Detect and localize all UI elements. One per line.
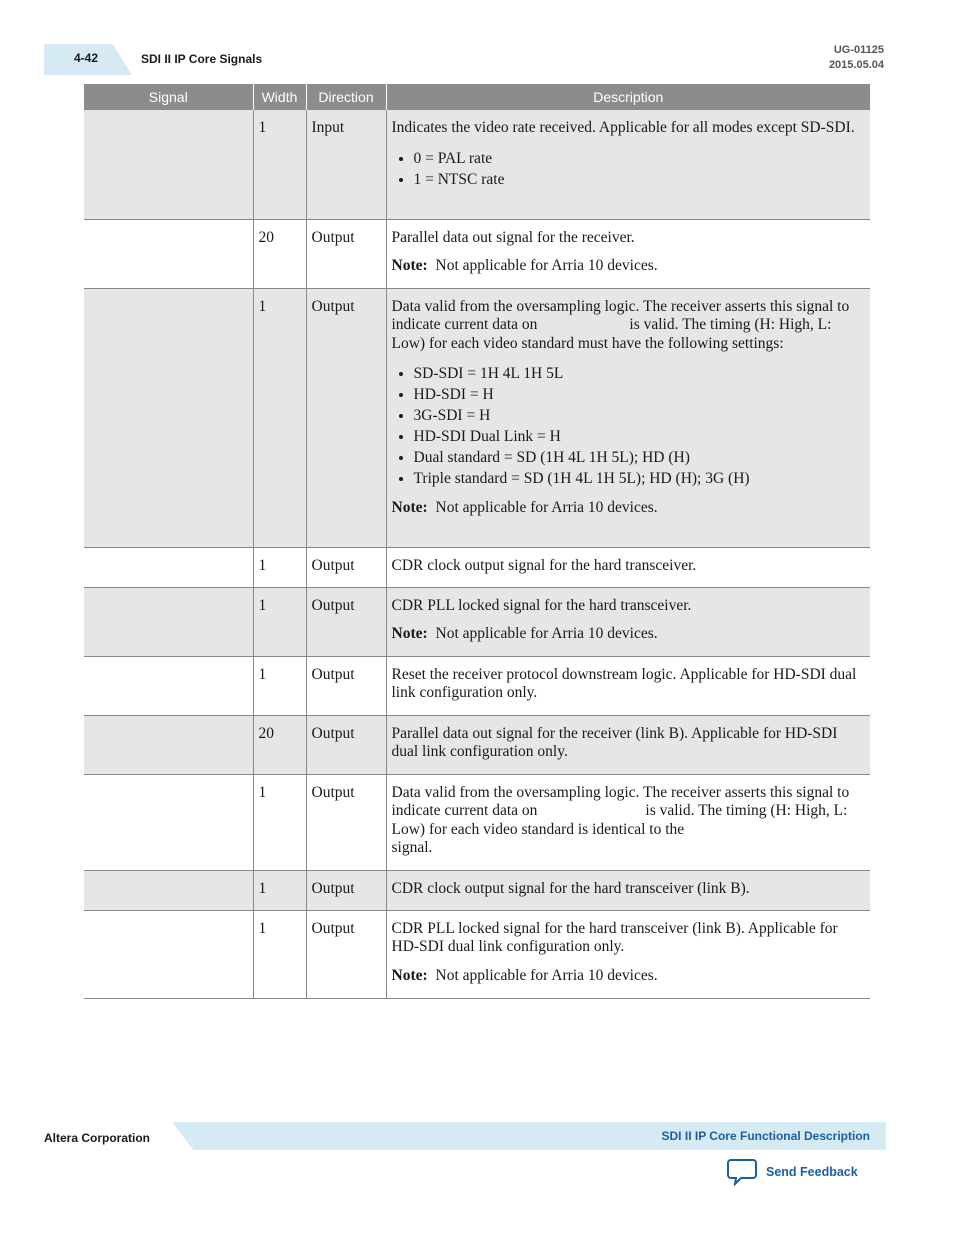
section-title: SDI II IP Core Signals xyxy=(141,52,263,66)
list-item: • Dual standard = SD (1H 4L 1H 5L); HD (H) xyxy=(414,447,866,468)
note-label: Note: xyxy=(391,625,428,642)
footer-company: Altera Corporation xyxy=(44,1131,151,1145)
doc-date: 2015.05.04 xyxy=(828,59,884,71)
table-row xyxy=(84,774,870,870)
list-item: • HD-SDI = H xyxy=(414,384,866,405)
width-cell: 1 xyxy=(253,656,306,715)
width-cell: 20 xyxy=(253,715,306,774)
list-item: • HD-SDI Dual Link = H xyxy=(414,426,866,447)
description-cell xyxy=(386,587,870,656)
send-feedback-label: Send Feedback xyxy=(766,1165,858,1179)
description-text: Parallel data out signal for the receiver. xyxy=(391,228,635,246)
direction-cell: Input xyxy=(306,110,386,219)
description-cell xyxy=(386,219,870,288)
signal-cell xyxy=(84,587,253,656)
description-cell xyxy=(386,110,870,219)
footer-section-link[interactable]: SDI II IP Core Functional Description xyxy=(661,1129,870,1143)
column-header-width: Width xyxy=(253,84,306,110)
signal-cell xyxy=(84,656,253,715)
width-cell: 1 xyxy=(253,774,306,870)
list-item: • 0 = PAL rate xyxy=(414,148,866,169)
column-header-direction: Direction xyxy=(306,84,386,110)
width-cell: 1 xyxy=(253,288,306,547)
list-item: • Triple standard = SD (1H 4L 1H 5L); HD (H); 3G (H) xyxy=(414,468,866,489)
description-part: Data valid from the oversampling logic. The receiver asserts this signal to indicate current data on xyxy=(391,297,850,333)
table-header-row xyxy=(84,84,870,110)
table-row xyxy=(84,910,870,998)
description-cell xyxy=(386,547,870,587)
description-cell xyxy=(386,774,870,870)
list-item: • SD-SDI = 1H 4L 1H 5L xyxy=(414,363,866,384)
list-item: • 1 = NTSC rate xyxy=(414,169,866,190)
bullet-list xyxy=(392,363,866,489)
direction-cell: Output xyxy=(306,587,386,656)
doc-id-block xyxy=(829,43,884,73)
signal-cell xyxy=(84,774,253,870)
note-label: Note: xyxy=(391,499,428,516)
direction-cell: Output xyxy=(306,870,386,910)
description-text: CDR PLL locked signal for the hard transceiver (link B). Applicable for HD-SDI dual link configuration only. xyxy=(391,919,838,955)
description-text: Indicates the video rate received. Applicable for all modes except SD-SDI. xyxy=(391,119,855,136)
table-row xyxy=(84,547,870,587)
page-number: 4-42 xyxy=(74,51,99,65)
note xyxy=(392,967,866,986)
width-cell: 1 xyxy=(253,547,306,587)
direction-cell: Output xyxy=(306,774,386,870)
column-header-description: Description xyxy=(386,84,870,110)
description-part: is valid. The timing (H: High, L: Low) for each video standard must have the following settings: xyxy=(391,316,832,352)
signals-table xyxy=(84,84,870,999)
signal-cell xyxy=(84,288,253,547)
description-part: Data valid from the oversampling logic. The receiver asserts this signal to indicate current data on xyxy=(391,783,850,819)
direction-cell: Output xyxy=(306,547,386,587)
signal-cell xyxy=(84,870,253,910)
width-cell: 1 xyxy=(253,587,306,656)
description-text: CDR PLL locked signal for the hard transceiver. xyxy=(391,596,692,614)
table-row xyxy=(84,715,870,774)
direction-cell: Output xyxy=(306,715,386,774)
width-cell: 1 xyxy=(253,910,306,998)
note-label: Note: xyxy=(391,257,428,274)
description-text: CDR clock output signal for the hard transceiver (link B). xyxy=(391,879,750,897)
column-header-signal: Signal xyxy=(84,84,253,110)
direction-cell: Output xyxy=(306,219,386,288)
description-part: signal. xyxy=(391,839,433,856)
note-label: Note: xyxy=(391,966,428,984)
description-cell xyxy=(386,715,870,774)
description-cell xyxy=(386,288,870,547)
description-text: Parallel data out signal for the receiver (link B). Applicable for HD-SDI dual link configuration only. xyxy=(391,724,838,760)
direction-cell: Output xyxy=(306,656,386,715)
description-cell xyxy=(386,910,870,998)
note-text: Not applicable for Arria 10 devices. xyxy=(435,966,658,984)
signal-cell xyxy=(84,219,253,288)
note-text: Not applicable for Arria 10 devices. xyxy=(435,499,658,516)
doc-id: UG-01125 xyxy=(833,44,884,56)
description-part: is valid. The timing (H: High, L: Low) for each video standard is identical to the xyxy=(391,802,848,838)
width-cell: 1 xyxy=(253,110,306,219)
description-text xyxy=(392,784,866,858)
table-row xyxy=(84,110,870,219)
description-cell xyxy=(386,870,870,910)
signal-cell xyxy=(84,715,253,774)
note xyxy=(392,499,866,518)
table-row xyxy=(84,219,870,288)
description-text: Reset the receiver protocol downstream logic. Applicable for HD-SDI dual link configuration only. xyxy=(391,665,857,701)
note xyxy=(392,257,866,276)
note-text: Not applicable for Arria 10 devices. xyxy=(435,257,658,274)
note-text: Not applicable for Arria 10 devices. xyxy=(435,625,658,642)
note xyxy=(392,625,866,644)
table-row xyxy=(84,587,870,656)
bullet-list xyxy=(392,148,866,190)
table-row xyxy=(84,870,870,910)
signal-cell xyxy=(84,547,253,587)
width-cell: 1 xyxy=(253,870,306,910)
list-item: • 3G-SDI = H xyxy=(414,405,866,426)
description-cell xyxy=(386,656,870,715)
table-row xyxy=(84,288,870,547)
direction-cell: Output xyxy=(306,910,386,998)
signal-cell xyxy=(84,910,253,998)
send-feedback-link[interactable] xyxy=(727,1158,858,1186)
speech-bubble-icon xyxy=(727,1158,757,1186)
table-row xyxy=(84,656,870,715)
width-cell: 20 xyxy=(253,219,306,288)
signal-cell xyxy=(84,110,253,219)
description-text: CDR clock output signal for the hard transceiver. xyxy=(391,556,697,574)
direction-cell: Output xyxy=(306,288,386,547)
description-text xyxy=(392,298,866,354)
